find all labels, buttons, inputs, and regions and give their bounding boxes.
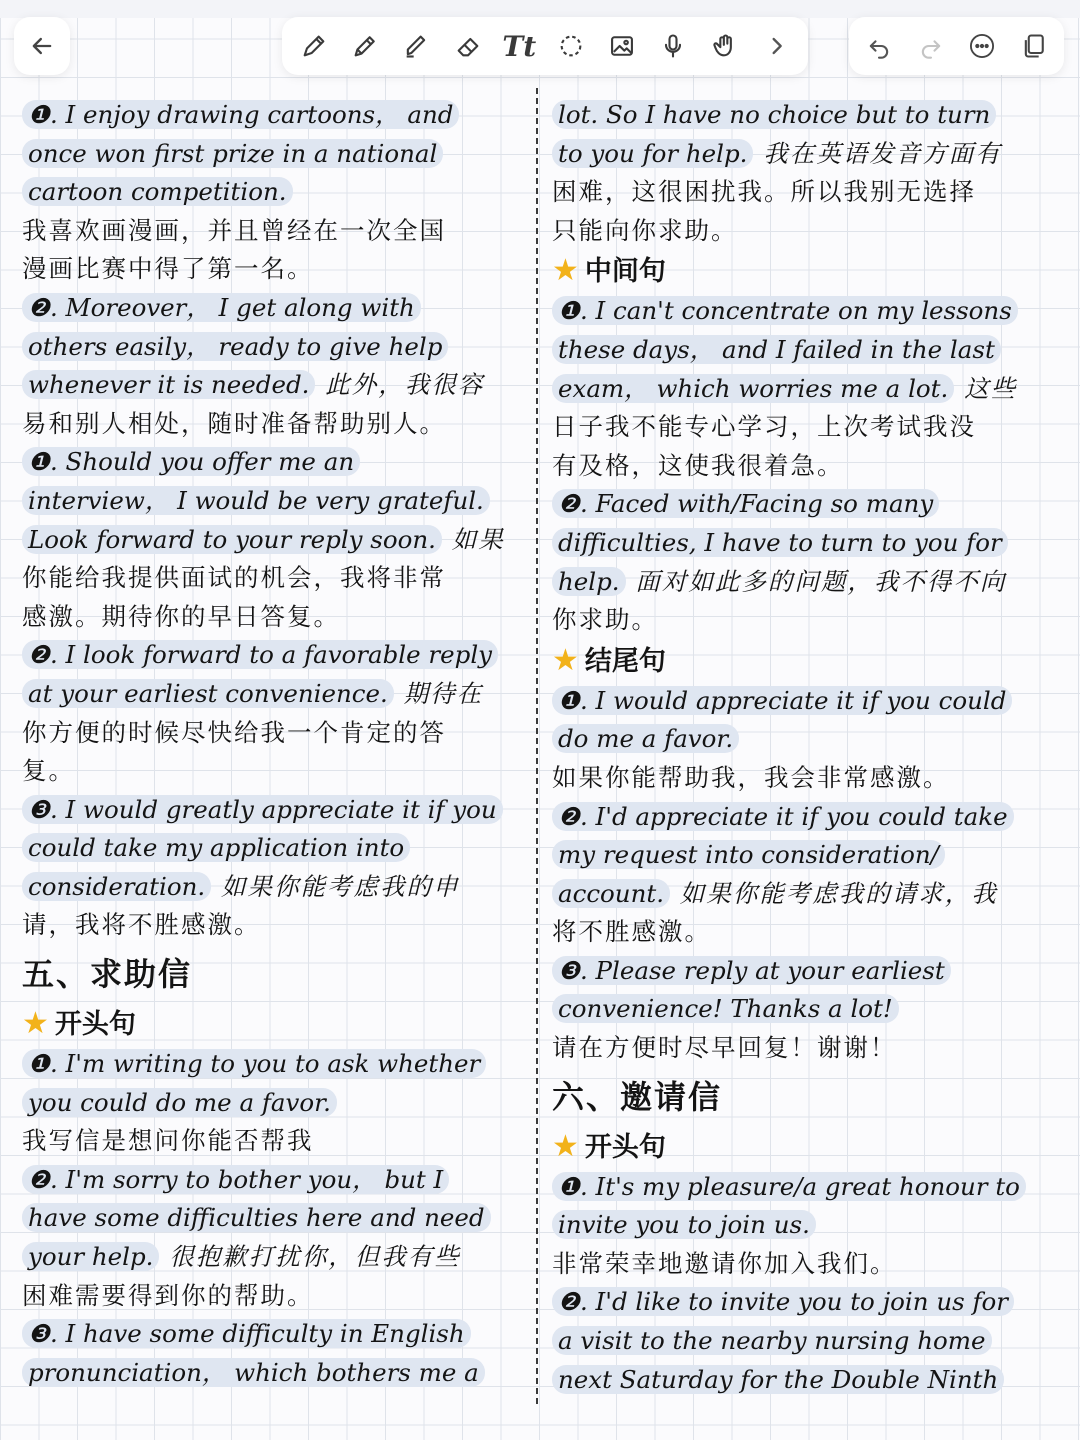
chinese-text: 期待在: [393, 678, 484, 708]
note-line: [552, 370, 1060, 409]
note-line-chinese: 漫画比赛中得了第一名。: [22, 254, 314, 284]
highlighted-text: difficulties, I have to turn to you for: [552, 528, 1008, 557]
highlighted-text: ❶. I would appreciate it if you could: [552, 686, 1012, 715]
eraser-icon[interactable]: [446, 24, 490, 68]
highlighted-text: at your earliest convenience.: [22, 679, 394, 708]
note-line: [22, 173, 528, 212]
star-icon: ★: [552, 642, 579, 678]
note-line: [22, 443, 528, 482]
note-line: [22, 1315, 528, 1354]
highlighted-text: could take my application into: [22, 833, 410, 862]
subsection-label: 结尾句: [584, 645, 666, 677]
right-column: [552, 96, 1060, 1399]
highlighted-text: to you for help.: [552, 139, 753, 168]
chinese-text: 这些: [954, 373, 1018, 403]
note-line: [552, 798, 1060, 837]
highlighted-text: cartoon competition.: [22, 177, 293, 206]
note-line-chinese: 日子我不能专心学习，上次考试我没: [552, 412, 976, 442]
note-line: [552, 135, 1060, 174]
microphone-icon[interactable]: [651, 24, 695, 68]
highlighted-text: ❶. I enjoy drawing cartoons， and: [22, 100, 459, 129]
note-line: [552, 1361, 1060, 1400]
highlighted-text: lot. So I have no choice but to turn: [552, 100, 996, 129]
note-line: [22, 1199, 528, 1238]
chinese-text: 很抱歉打扰你，但我有些: [159, 1242, 461, 1272]
highlighted-text: Look forward to your reply soon.: [22, 525, 442, 554]
note-line: [552, 875, 1060, 914]
highlighted-text: do me a favor.: [552, 724, 739, 753]
note-line: [22, 791, 528, 830]
note-line: [552, 1206, 1060, 1245]
note-line-chinese: 我喜欢画漫画，并且曾经在一次全国: [22, 215, 446, 245]
highlighted-text: interview， I would be very grateful.: [22, 486, 490, 515]
note-line: [22, 636, 528, 675]
note-line: [22, 829, 528, 868]
note-line-chinese: 困难需要得到你的帮助。: [22, 1280, 314, 1310]
highlighted-text: invite you to join us.: [552, 1210, 816, 1239]
chinese-text: 此外，我很容: [315, 370, 485, 400]
note-line: [552, 1168, 1060, 1207]
note-line: [22, 328, 528, 367]
highlighted-text: exam， which worries me a lot.: [552, 374, 954, 403]
subsection-title: [552, 640, 1060, 682]
note-line: [552, 1283, 1060, 1322]
star-icon: ★: [552, 253, 579, 289]
highlighted-text: convenience! Thanks a lot!: [552, 994, 899, 1023]
chevron-right-icon[interactable]: [754, 24, 798, 68]
note-line: [552, 682, 1060, 721]
note-line-chinese: 请，我将不胜感激。: [22, 910, 261, 940]
highlighted-text: have some difficulties here and need: [22, 1203, 491, 1232]
back-arrow-icon[interactable]: [20, 24, 64, 68]
highlighted-text: ❶. I'm writing to you to ask whether: [22, 1049, 486, 1078]
note-line: [22, 1161, 528, 1200]
note-line-chinese: 我写信是想问你能否帮我: [22, 1126, 314, 1156]
highlighted-text: these days， and I failed in the last: [552, 335, 1001, 364]
note-line-chinese: 请在方便时尽早回复！谢谢！: [552, 1033, 897, 1063]
more-icon[interactable]: [960, 24, 1004, 68]
text-tool-icon[interactable]: [497, 24, 541, 68]
action-toolbar: [849, 17, 1064, 75]
highlighted-text: ❷. I'm sorry to bother you， but I: [22, 1165, 449, 1194]
note-line-chinese: 将不胜感激。: [552, 917, 711, 947]
note-line-chinese: 你能给我提供面试的机会，我将非常: [22, 563, 446, 593]
note-line: [552, 1322, 1060, 1361]
note-line-chinese: 非常荣幸地邀请你加入我们。: [552, 1248, 897, 1278]
note-line-chinese: 你求助。: [552, 605, 658, 635]
star-icon: ★: [22, 1006, 49, 1042]
note-line: [22, 135, 528, 174]
highlighted-text: a visit to the nearby nursing home: [552, 1326, 992, 1355]
note-line: [22, 1354, 528, 1393]
note-line-chinese: 如果你能帮助我，我会非常感激。: [552, 762, 950, 792]
note-line: [22, 1238, 528, 1277]
subsection-label: 开头句: [54, 1009, 136, 1041]
note-line: [22, 289, 528, 328]
highlighted-text: ❶. I can't concentrate on my lessons: [552, 296, 1018, 325]
note-line-chinese: 易和别人相处，随时准备帮助别人。: [22, 408, 446, 438]
note-line: [22, 366, 528, 405]
note-line: [552, 524, 1060, 563]
highlighted-text: ❸. I would greatly appreciate it if you: [22, 795, 503, 824]
column-divider: [536, 88, 538, 1404]
highlighted-text: ❷. I look forward to a favorable reply: [22, 640, 498, 669]
highlighted-text: you could do me a favor.: [22, 1088, 337, 1117]
highlighted-text: whenever it is needed.: [22, 370, 315, 399]
note-line: [552, 990, 1060, 1029]
undo-icon[interactable]: [857, 24, 901, 68]
highlighted-text: others easily， ready to give help: [22, 332, 448, 361]
top-status-strip: [0, 0, 1080, 18]
image-icon[interactable]: [600, 24, 644, 68]
highlighted-text: ❸. Please reply at your earliest: [552, 956, 951, 985]
note-line: [552, 836, 1060, 875]
note-line: [22, 482, 528, 521]
note-line-chinese: 有及格，这使我很着急。: [552, 450, 844, 480]
highlighted-text: next Saturday for the Double Ninth: [552, 1365, 1004, 1394]
highlighted-text: ❷. I'd like to invite you to join us for: [552, 1287, 1014, 1316]
note-line-chinese: 你方便的时候尽快给我一个肯定的答: [22, 717, 446, 747]
note-line: [22, 521, 528, 560]
subsection-label: 中间句: [584, 256, 666, 288]
highlighted-text: my request into consideration/: [552, 840, 945, 869]
note-line: [552, 485, 1060, 524]
note-line-chinese: 只能向你求助。: [552, 215, 738, 245]
chinese-text: 如果你能考虑我的请求，我: [670, 878, 998, 908]
redo-icon[interactable]: [909, 24, 953, 68]
highlighted-text: ❷. Moreover， I get along with: [22, 293, 421, 322]
highlighted-text: help.: [552, 567, 626, 596]
highlighted-text: your help.: [22, 1242, 159, 1271]
left-column: [22, 96, 528, 1392]
section-title: 五、求助信: [22, 955, 193, 994]
subsection-title: [552, 1126, 1060, 1168]
subsection-label: 开头句: [584, 1131, 666, 1163]
highlighted-text: account.: [552, 879, 670, 908]
chinese-text: 面对如此多的问题，我不得不向: [625, 566, 1007, 596]
highlighted-text: ❶. It's my pleasure/a great honour to: [552, 1172, 1026, 1201]
note-line: [552, 292, 1060, 331]
highlighter-icon[interactable]: [394, 24, 438, 68]
subsection-title: [552, 250, 1060, 292]
drawing-toolbar: [282, 17, 808, 75]
chinese-text: 如果: [441, 524, 505, 554]
section-title: 六、邀请信: [552, 1077, 723, 1116]
note-line: [22, 96, 528, 135]
subsection-title: [22, 1003, 528, 1045]
highlighted-text: ❸. I have some difficulty in English: [22, 1319, 471, 1348]
star-icon: ★: [552, 1128, 579, 1164]
highlighted-text: ❷. Faced with/Facing so many: [552, 489, 939, 518]
chinese-text: 我在英语发音方面有: [753, 138, 1002, 168]
pen-icon[interactable]: [292, 24, 336, 68]
highlighted-text: ❶. Should you offer me an: [22, 447, 360, 476]
highlighted-text: consideration.: [22, 872, 211, 901]
chinese-text: 如果你能考虑我的申: [211, 871, 460, 901]
hand-pointer-icon[interactable]: [703, 24, 747, 68]
note-line: [552, 96, 1060, 135]
note-line: [22, 868, 528, 907]
lasso-icon[interactable]: [549, 24, 593, 68]
note-line: [22, 675, 528, 714]
highlighted-text: ❷. I'd appreciate it if you could take: [552, 802, 1014, 831]
pages-icon[interactable]: [1012, 24, 1056, 68]
note-line-chinese: 感激。期待你的早日答复。: [22, 601, 340, 631]
toolbar-back-group: [14, 17, 70, 75]
note-line: [22, 1084, 528, 1123]
note-line-chinese: 困难，这很困扰我。所以我别无选择: [552, 177, 976, 207]
note-line: [552, 563, 1060, 602]
pencil-icon[interactable]: [343, 24, 387, 68]
note-line: [552, 952, 1060, 991]
highlighted-text: pronunciation， which bothers me a: [22, 1358, 485, 1387]
note-line: [22, 1045, 528, 1084]
highlighted-text: once won first prize in a national: [22, 139, 443, 168]
note-line: [552, 720, 1060, 759]
text-tool-label: Tt: [502, 29, 537, 63]
note-line: [552, 331, 1060, 370]
note-line-chinese: 复。: [22, 756, 75, 786]
